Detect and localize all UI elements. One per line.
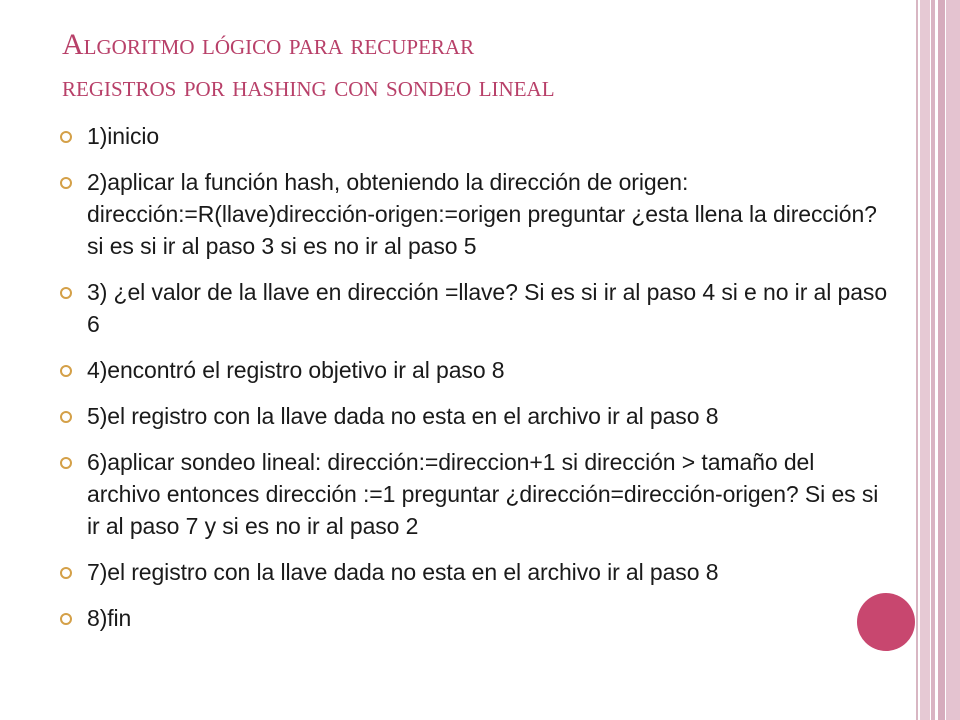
ring-bullet-icon: [60, 365, 72, 377]
bullet-text: 1)inicio: [87, 123, 160, 149]
bullet-item: [60, 120, 890, 152]
bullet-text: 5)el registro con la llave dada no esta en el archivo ir al paso 8: [87, 403, 719, 429]
ring-bullet-icon: [60, 613, 72, 625]
bullet-list: [60, 120, 890, 648]
bullet-item: [60, 556, 890, 588]
ring-bullet-icon: [60, 457, 72, 469]
slide-title: [62, 24, 882, 108]
ring-bullet-icon: [60, 131, 72, 143]
bullet-item: [60, 354, 890, 386]
bullet-text: 6)aplicar sondeo lineal: dirección:=direccion+1 si dirección > tamaño del archivo entonces dirección :=1 preguntar ¿dirección=dirección-origen? Si es si ir al paso 7 y si es no ir al paso 2: [87, 449, 879, 539]
slide-title-line-2: registros por hashing con sondeo lineal: [62, 70, 555, 103]
ring-bullet-icon: [60, 567, 72, 579]
bullet-text: 7)el registro con la llave dada no esta en el archivo ir al paso 8: [87, 559, 719, 585]
decorative-stripe: [920, 0, 930, 720]
bullet-text: 3) ¿el valor de la llave en dirección =llave? Si es si ir al paso 4 si e no ir al paso 6: [87, 279, 888, 337]
bullet-item: [60, 276, 890, 340]
decorative-stripe: [916, 0, 918, 720]
decorative-stripe: [938, 0, 945, 720]
decorative-stripe: [946, 0, 960, 720]
decorative-stripe: [931, 0, 935, 720]
ring-bullet-icon: [60, 411, 72, 423]
bullet-item: [60, 400, 890, 432]
bullet-item: [60, 446, 890, 542]
ring-bullet-icon: [60, 177, 72, 189]
bullet-text: 2)aplicar la función hash, obteniendo la dirección de origen: dirección:=R(llave)dirección-origen:=origen preguntar ¿esta llena la dirección? si es si ir al paso 3 si es no ir al paso 5: [87, 169, 877, 259]
ring-bullet-icon: [60, 287, 72, 299]
slide-title-line-1: Algoritmo lógico para recuperar: [62, 28, 475, 61]
bullet-text: 8)fin: [87, 605, 132, 631]
bullet-item: [60, 166, 890, 262]
bullet-text: 4)encontró el registro objetivo ir al paso 8: [87, 357, 505, 383]
bullet-item: [60, 602, 890, 634]
